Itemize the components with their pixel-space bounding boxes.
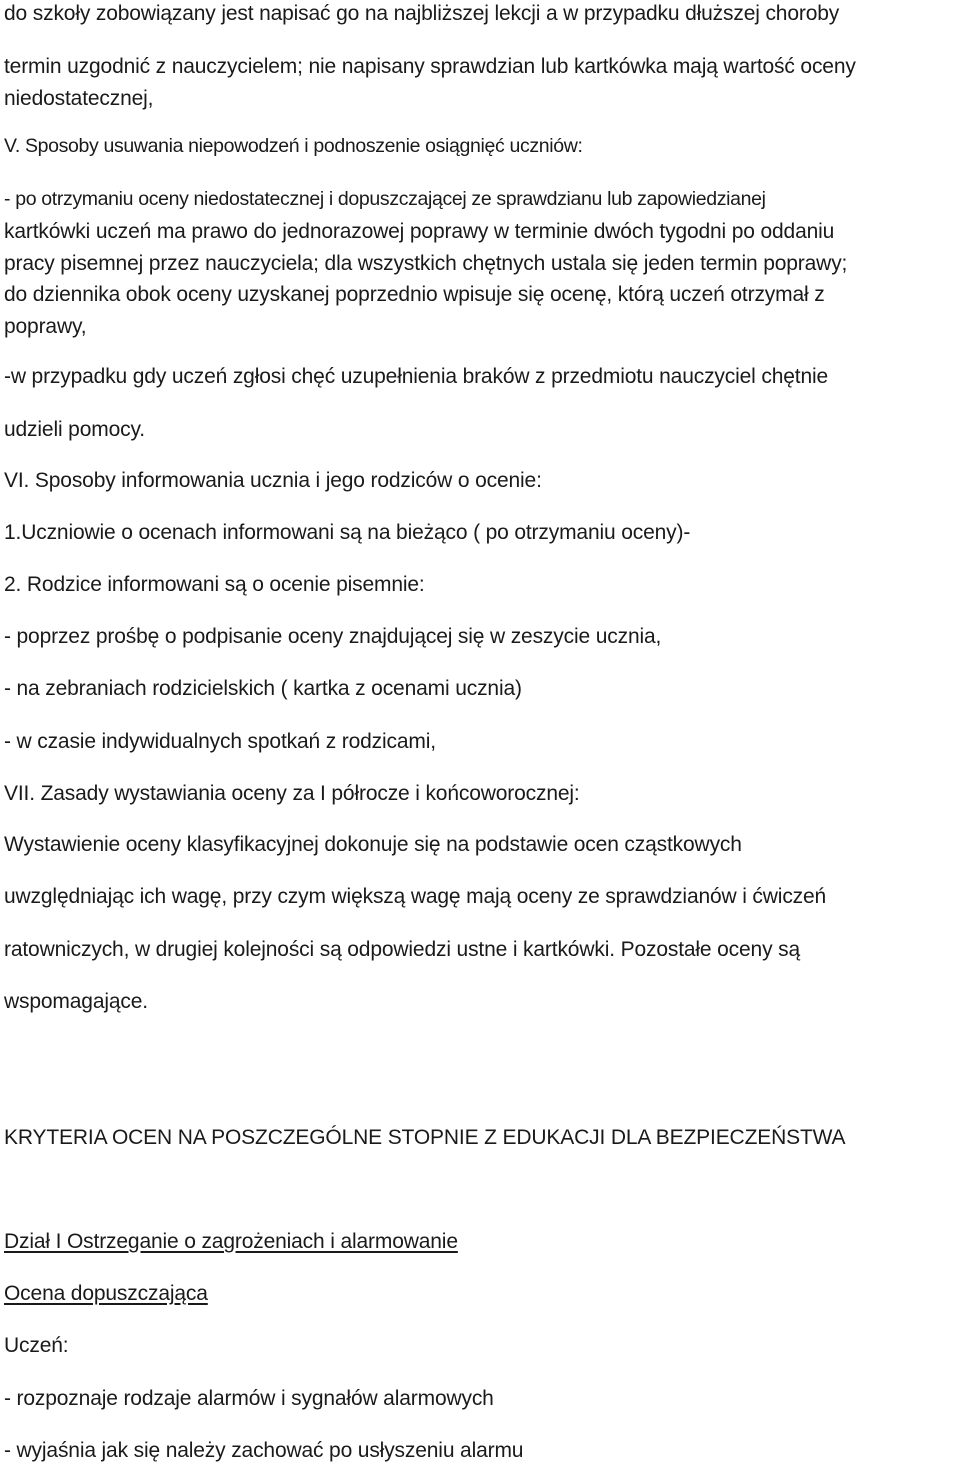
text-line: - rozpoznaje rodzaje alarmów i sygnałów alarmowych [4,1387,494,1410]
section-heading-vi: VI. Sposoby informowania ucznia i jego rodziców o ocenie: [4,469,542,492]
text-line: kartkówki uczeń ma prawo do jednorazowej poprawy w terminie dwóch tygodni po oddaniu [4,220,835,243]
text-line: - wyjaśnia jak się należy zachować po usłyszeniu alarmu [4,1439,524,1462]
text-line: - na zebraniach rodzicielskich ( kartka z ocenami ucznia) [4,677,522,700]
text-line: - w czasie indywidualnych spotkań z rodzicami, [4,730,436,753]
text-line: 2. Rodzice informowani są o ocenie pisemnie: [4,573,425,596]
text-line: - po otrzymaniu oceny niedostatecznej i dopuszczającej ze sprawdzianu lub zapowiedzianej [4,188,766,210]
text-line: do dziennika obok oceny uzyskanej poprzednio wpisuje się ocenę, którą uczeń otrzymał z [4,283,825,306]
text-line: do szkoły zobowiązany jest napisać go na najbliższej lekcji a w przypadku dłuższej choroby [4,2,840,25]
text-line: 1.Uczniowie o ocenach informowani są na bieżąco ( po otrzymaniu oceny)- [4,521,691,544]
chapter-heading: Dział I Ostrzeganie o zagrożeniach i alarmowanie [4,1230,458,1253]
text-line: - poprzez prośbę o podpisanie oceny znajdującej się w zeszycie ucznia, [4,625,662,648]
section-heading-vii: VII. Zasady wystawiania oceny za I półrocze i końcoworocznej: [4,782,580,805]
text-line: -w przypadku gdy uczeń zgłosi chęć uzupełnienia braków z przedmiotu nauczyciel chętnie [4,365,829,388]
text-line: Uczeń: [4,1334,69,1357]
text-line: pracy pisemnej przez nauczyciela; dla wszystkich chętnych ustala się jeden termin poprawy; [4,252,848,275]
grade-heading: Ocena dopuszczająca [4,1282,208,1305]
text-line: termin uzgodnić z nauczycielem; nie napisany sprawdzian lub kartkówka mają wartość oceny [4,55,856,78]
section-heading-v: V. Sposoby usuwania niepowodzeń i podnoszenie osiągnięć uczniów: [4,135,583,157]
criteria-title: KRYTERIA OCEN NA POSZCZEGÓLNE STOPNIE Z EDUKACJI DLA BEZPIECZEŃSTWA [4,1126,846,1149]
text-line: ratowniczych, w drugiej kolejności są odpowiedzi ustne i kartkówki. Pozostałe oceny są [4,938,800,961]
text-line: poprawy, [4,315,87,338]
text-line: uwzględniając ich wagę, przy czym większą wagę mają oceny ze sprawdzianów i ćwiczeń [4,885,827,908]
text-line: udzieli pomocy. [4,418,145,441]
text-line: wspomagające. [4,990,148,1013]
text-line: Wystawienie oceny klasyfikacyjnej dokonuje się na podstawie ocen cząstkowych [4,833,742,856]
text-line: niedostatecznej, [4,87,154,110]
